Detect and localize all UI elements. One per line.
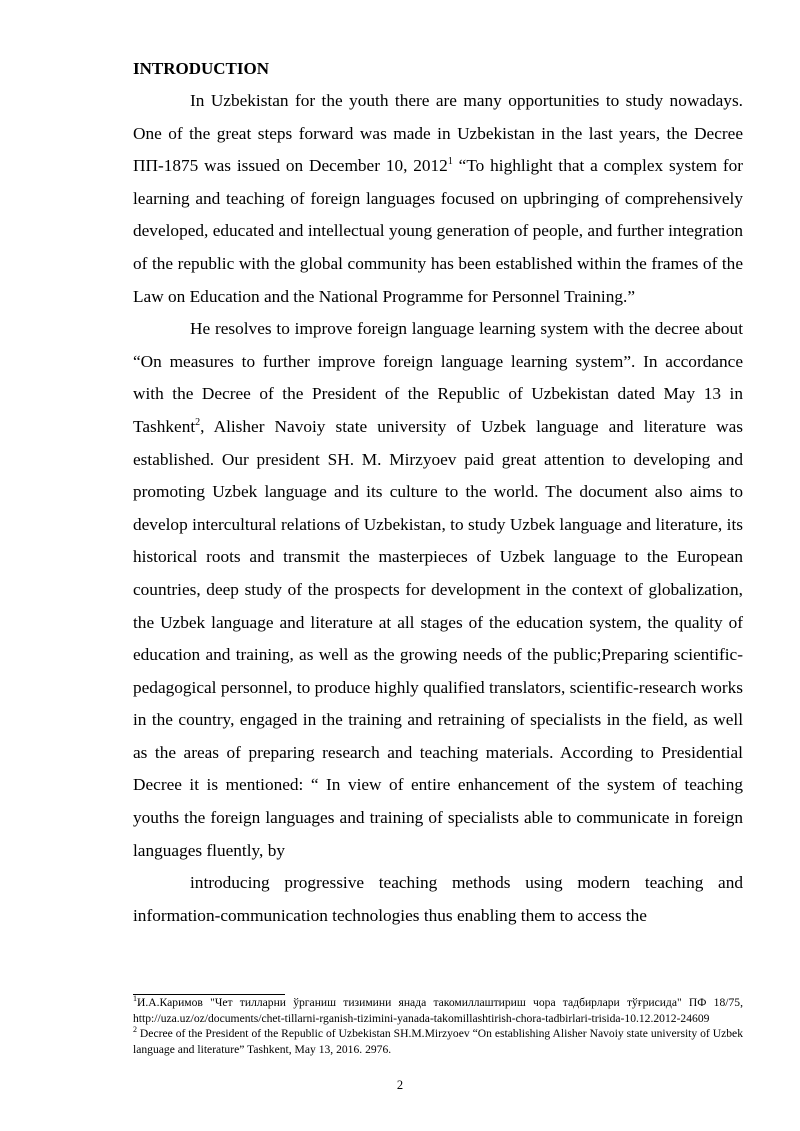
footnote-ref-2[interactable]: 2 xyxy=(195,417,201,429)
paragraph-1-text-start: In Uzbekistan for the youth there are many opportunities to study nowadays. One of the great steps forward was made in Uzbekistan in the last years, the Decree ПП-1875 was issued on December 10, 2012 xyxy=(133,91,743,176)
page-number: 2 xyxy=(396,1078,404,1092)
paragraph-2-text-start: He resolves to improve foreign language learning system with the decree about “On measures to further improve foreign language learning system”. In accordance with the Decree of the President of the Republic of Uzbekistan dated May 13 in Tashkent xyxy=(133,319,743,436)
paragraph-3-text: introducing progressive teaching methods using modern teaching and information-communication technologies thus enabling them to access the xyxy=(133,873,743,925)
footnote-2 xyxy=(133,1026,743,1057)
footnotes xyxy=(133,995,743,1057)
section-heading: INTRODUCTION xyxy=(133,59,270,78)
paragraph-1-text-end: “To highlight that a complex system for learning and teaching of foreign languages focused on upbringing of comprehensively developed, educated and intellectual young generation of people, and further integration of the republic with the global community has been established within the frames of the Law on Education and the National Programme for Personnel Training.” xyxy=(133,156,743,306)
paragraph-1 xyxy=(133,85,743,313)
paragraph-3 xyxy=(133,867,743,932)
paragraph-2-text-end: , Alisher Navoiy state university of Uzbek language and literature was established. Our president SH. M. Mirzyoev paid great attention to developing and promoting Uzbek language and its culture to the world. The document also aims to develop intercultural relations of Uzbekistan, to study Uzbek language and literature, its historical roots and transmit the masterpieces of Uzbek language to the European countries, deep study of the prospects for development in the context of globalization, the Uzbek language and literature at all stages of the education system, the quality of education and training, as well as the growing needs of the public;Preparing scientific-pedagogical personnel, to produce highly qualified translators, scientific-research works in the country, engaged in the training and retraining of specialists in the field, as well as the areas of preparing research and teaching materials. According to Presidential Decree it is mentioned: “ In view of entire enhancement of the system of teaching youths the foreign languages and training of specialists able to communicate in foreign languages fluently, by xyxy=(133,416,743,860)
paragraph-2 xyxy=(133,313,743,867)
footnote-1-mark: 1 xyxy=(133,994,137,1004)
footnote-1 xyxy=(133,995,743,1026)
body-text xyxy=(133,85,743,932)
footnote-2-mark: 2 xyxy=(133,1025,137,1035)
footnote-ref-1[interactable]: 1 xyxy=(447,156,453,168)
footnote-1-text: И.А.Каримов "Чет тилларни ўрганиш тизимини янада такомиллаштириш чора тадбирлари тўғрисида" ПФ 18/75, http://uza.uz/oz/documents/chet-tillarni-rganish-tizimini-yanada-takomillashtirish-chora-tadbirlari-trisida-10.12.2012-24609 xyxy=(133,996,743,1025)
footnote-2-text: Decree of the President of the Republic of Uzbekistan SH.M.Mirzyoev “On establishing Alisher Navoiy state university of Uzbek language and literature” Tashkent, May 13, 2016. 2976. xyxy=(133,1027,743,1056)
